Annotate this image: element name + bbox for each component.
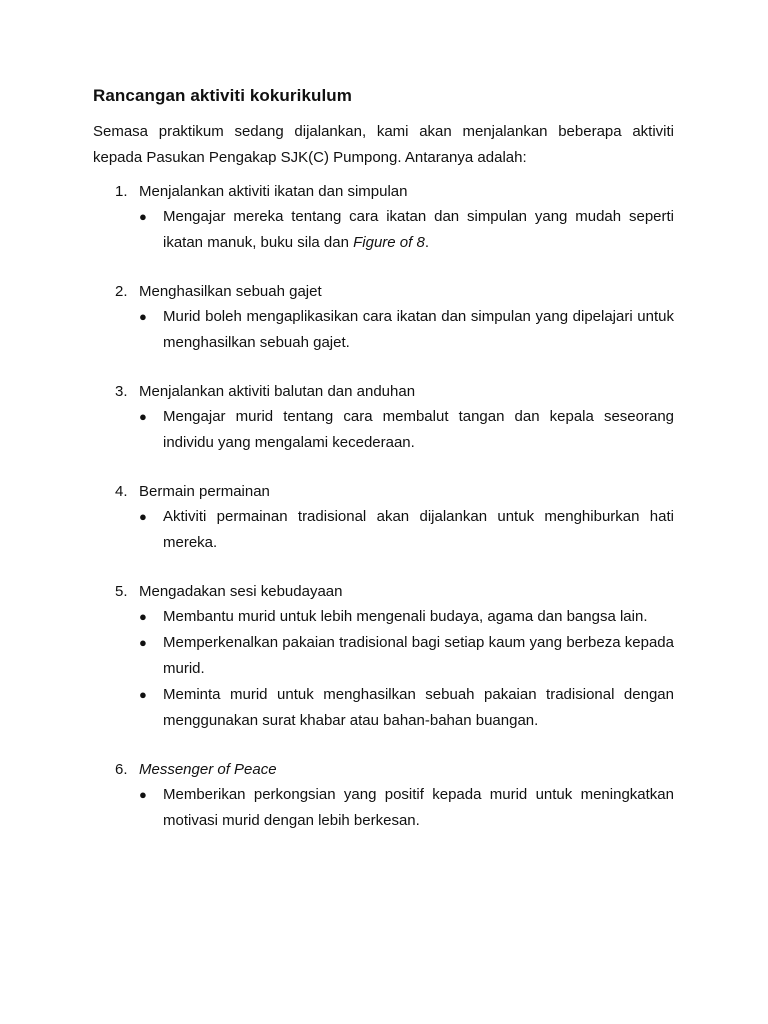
list-item-heading: Messenger of Peace <box>139 761 277 778</box>
list-item-heading: Menghasilkan sebuah gajet <box>139 283 322 300</box>
bullet-list <box>93 404 674 456</box>
bullet-icon: ● <box>139 409 147 424</box>
bullet-list <box>93 504 674 556</box>
bullet-text: Memperkenalkan pakaian tradisional bagi setiap kaum yang berbeza kepada murid. <box>163 634 674 677</box>
list-item <box>93 480 674 556</box>
list-item <box>93 580 674 734</box>
bullet-text: Mengajar mereka tentang cara ikatan dan simpulan yang mudah seperti ikatan manuk, buku sila dan <box>163 208 674 251</box>
bullet-item <box>93 204 674 256</box>
bullet-text: Meminta murid untuk menghasilkan sebuah pakaian tradisional dengan menggunakan surat khabar atau bahan-bahan buangan. <box>163 686 674 729</box>
bullet-text-italic: Figure of 8 <box>353 234 425 251</box>
bullet-text: Murid boleh mengaplikasikan cara ikatan dan simpulan yang dipelajari untuk menghasilkan sebuah gajet. <box>163 308 674 351</box>
bullet-item <box>93 604 674 630</box>
bullet-item <box>93 782 674 834</box>
list-item-number: 1. <box>115 183 128 200</box>
list-item-number: 5. <box>115 583 128 600</box>
list-item <box>93 758 674 834</box>
bullet-list <box>93 304 674 356</box>
list-item-title <box>93 580 674 604</box>
activity-list <box>93 180 674 834</box>
list-item <box>93 380 674 456</box>
bullet-list <box>93 782 674 834</box>
list-item-heading: Menjalankan aktiviti balutan dan anduhan <box>139 383 416 400</box>
bullet-item <box>93 504 674 556</box>
list-item-heading: Mengadakan sesi kebudayaan <box>139 583 343 600</box>
bullet-list <box>93 604 674 734</box>
list-item <box>93 180 674 256</box>
list-item-title <box>93 480 674 504</box>
list-item-title <box>93 758 674 782</box>
bullet-text-end: . <box>424 234 430 251</box>
list-item-number: 6. <box>115 761 128 778</box>
bullet-icon: ● <box>139 509 147 524</box>
bullet-icon: ● <box>139 609 147 624</box>
bullet-item <box>93 682 674 734</box>
list-item-number: 2. <box>115 283 128 300</box>
list-item-number: 3. <box>115 383 128 400</box>
bullet-icon: ● <box>139 687 147 702</box>
bullet-icon: ● <box>139 787 147 802</box>
bullet-icon: ● <box>139 209 147 224</box>
intro-paragraph: Semasa praktikum sedang dijalankan, kami akan menjalankan beberapa aktiviti kepada Pasukan Pengakap SJK(C) Pumpong. Antaranya adalah: <box>93 123 674 166</box>
list-item-heading: Menjalankan aktiviti ikatan dan simpulan <box>139 183 408 200</box>
bullet-text: Aktiviti permainan tradisional akan dijalankan untuk menghiburkan hati mereka. <box>163 508 674 551</box>
bullet-list <box>93 204 674 256</box>
list-item-number: 4. <box>115 483 128 500</box>
bullet-item <box>93 630 674 682</box>
bullet-icon: ● <box>139 309 147 324</box>
bullet-text: Membantu murid untuk lebih mengenali budaya, agama dan bangsa lain. <box>163 608 648 625</box>
list-item-title <box>93 280 674 304</box>
bullet-icon: ● <box>139 635 147 650</box>
list-item-heading: Bermain permainan <box>139 483 270 500</box>
bullet-item <box>93 404 674 456</box>
bullet-text: Memberikan perkongsian yang positif kepada murid untuk meningkatkan motivasi murid dengan lebih berkesan. <box>163 786 674 829</box>
list-item-title <box>93 180 674 204</box>
list-item-title <box>93 380 674 404</box>
document-heading: Rancangan aktiviti kokurikulum <box>93 86 353 105</box>
list-item <box>93 280 674 356</box>
bullet-item <box>93 304 674 356</box>
bullet-text: Mengajar murid tentang cara membalut tangan dan kepala seseorang individu yang mengalami kecederaan. <box>163 408 674 451</box>
